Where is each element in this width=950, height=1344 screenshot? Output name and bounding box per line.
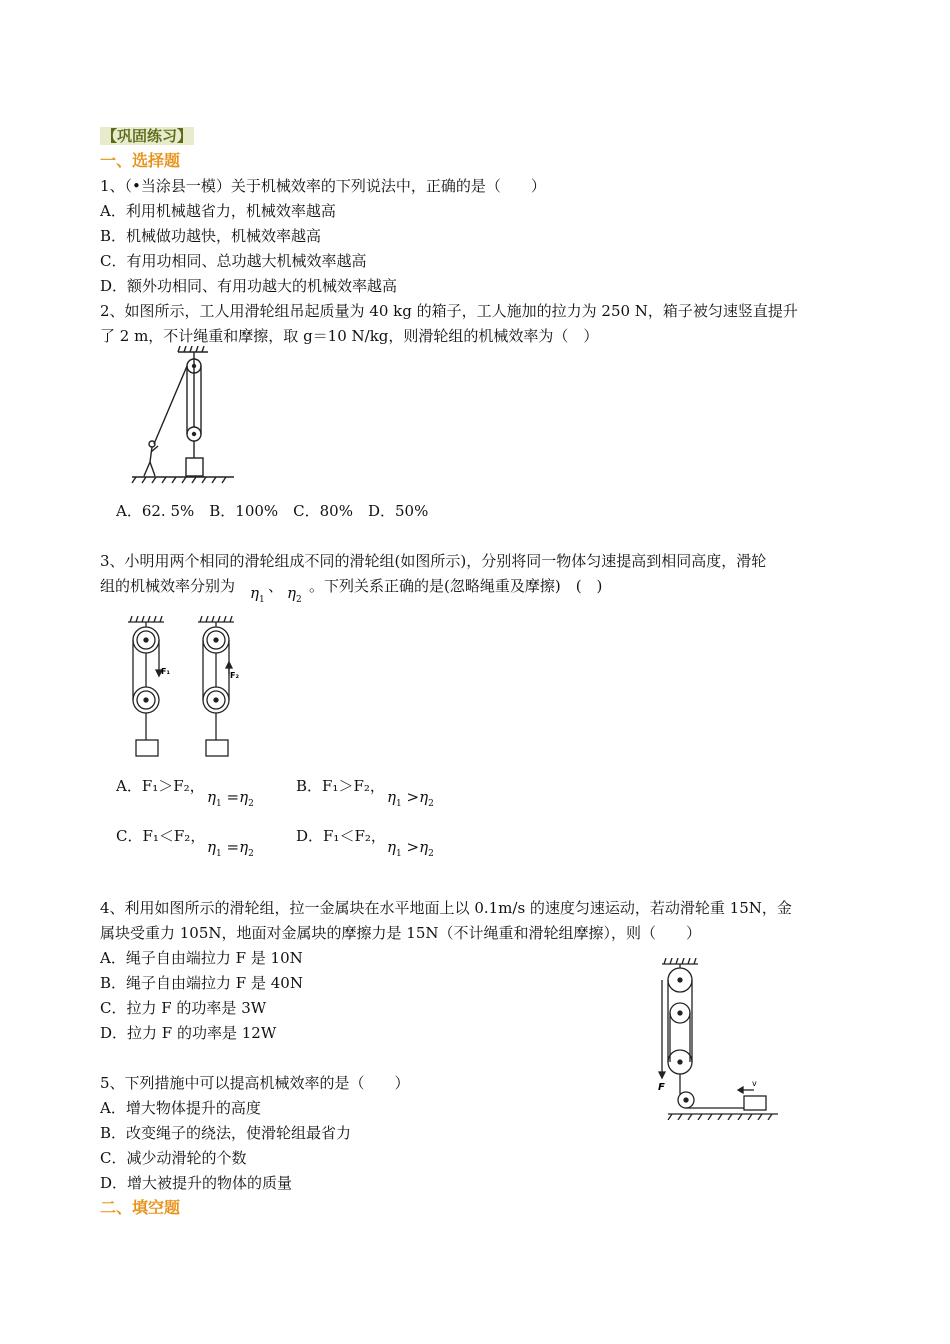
q4-fig-label-f: F [658, 1082, 665, 1093]
q4-pulley-figure [652, 958, 782, 1120]
q3-option-c-relation: $\eta_1 =\eta_2$ [207, 838, 254, 859]
q3-eta1: $\eta_1$ [250, 584, 265, 605]
q1-option-c: C．有用功相同、总功越大机械效率越高 [100, 252, 367, 270]
q5-stem: 5、下列措施中可以提高机械效率的是（ ） [100, 1074, 410, 1092]
q2-stem-line2: 了 2 m，不计绳重和摩擦，取 g＝10 N/kg，则滑轮组的机械效率为（ ） [100, 327, 599, 345]
q1-stem: 1、（•当涂县一模）关于机械效率的下列说法中，正确的是（ ） [100, 177, 546, 195]
q2-stem-line1: 2、如图所示，工人用滑轮组吊起质量为 40 kg 的箱子，工人施加的拉力为 250 N，箱子被匀速竖直提升 [100, 302, 798, 320]
section-title-choice: 一、选择题 [100, 151, 181, 170]
q3-pulley-figure [124, 616, 250, 762]
q3-stem-line2c: 。下列关系正确的是(忽略绳重及摩擦) ( ) [309, 577, 603, 595]
q1-option-b: B．机械做功越快，机械效率越高 [100, 227, 322, 245]
q2-options: A．62. 5% B．100% C．80% D．50% [116, 502, 429, 520]
q1-option-d: D．额外功相同、有用功越大的机械效率越高 [100, 277, 398, 295]
q4-option-b: B．绳子自由端拉力 F 是 40N [100, 974, 303, 992]
q4-stem-line2: 属块受重力 105N，地面对金属块的摩擦力是 15N（不计绳重和滑轮组摩擦），则（ ） [100, 924, 702, 942]
q4-option-a: A．绳子自由端拉力 F 是 10N [100, 949, 303, 967]
q3-option-d-relation: $\eta_1 >\eta_2$ [387, 838, 434, 859]
q3-option-d: D．F₁＜F₂， [296, 827, 386, 845]
q4-stem-line1: 4、利用如图所示的滑轮组，拉一金属块在水平地面上以 0.1m/s 的速度匀速运动，若动滑轮重 15N，金 [100, 899, 792, 917]
q3-option-b: B．F₁＞F₂， [296, 777, 385, 795]
q5-option-c: C．减少动滑轮的个数 [100, 1149, 247, 1167]
q3-fig-label-f2: F₂ [230, 671, 239, 680]
q3-stem-line2a: 组的机械效率分别为 [100, 577, 236, 595]
q4-fig-label-v: v [752, 1079, 757, 1088]
q3-stem-line1: 3、小明用两个相同的滑轮组成不同的滑轮组(如图所示)，分别将同一物体匀速提高到相同高度，滑轮 [100, 552, 767, 570]
q1-option-a: A．利用机械越省力，机械效率越高 [100, 202, 336, 220]
q3-option-a-relation: $\eta_1 =\eta_2$ [207, 788, 254, 809]
q5-option-a: A．增大物体提升的高度 [100, 1099, 261, 1117]
q3-eta2: $\eta_2$ [287, 584, 302, 605]
q4-option-c: C．拉力 F 的功率是 3W [100, 999, 267, 1017]
practice-tag: 【巩固练习】 [102, 127, 193, 145]
q3-fig-label-f1: F₁ [161, 667, 170, 676]
q3-option-a: A．F₁＞F₂， [116, 777, 205, 795]
q3-stem-separator: 、 [268, 577, 284, 595]
q3-option-c: C．F₁＜F₂， [116, 827, 206, 845]
q5-option-d: D．增大被提升的物体的质量 [100, 1174, 293, 1192]
q3-option-b-relation: $\eta_1 >\eta_2$ [387, 788, 434, 809]
q2-pulley-figure [128, 346, 240, 486]
section-title-fill: 二、填空题 [100, 1198, 181, 1217]
q5-option-b: B．改变绳子的绕法，使滑轮组最省力 [100, 1124, 352, 1142]
q4-option-d: D．拉力 F 的功率是 12W [100, 1024, 277, 1042]
